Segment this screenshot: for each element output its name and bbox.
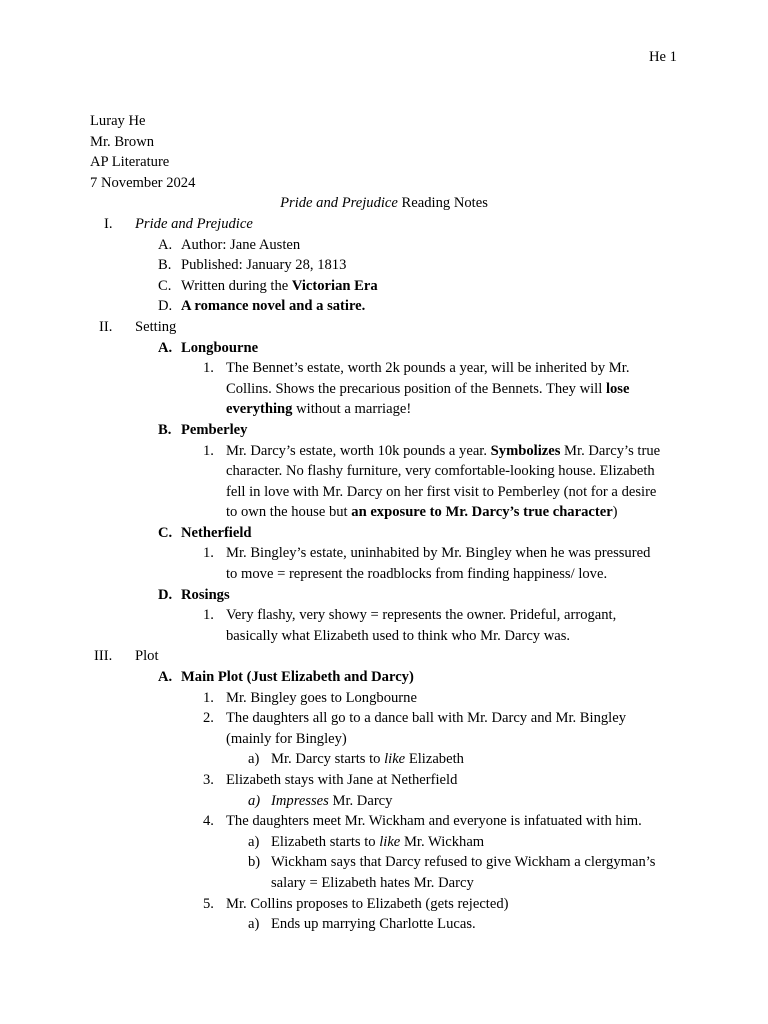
longbourne-note-line-3: everything without a marriage!: [226, 401, 412, 418]
plot-item-4: 4. The daughters meet Mr. Wickham and everyone is infatuated with him.: [203, 813, 642, 830]
plot-item-4-sub-b-line-2: salary = Elizabeth hates Mr. Darcy: [271, 874, 474, 891]
plot-item-2-line-2: (mainly for Bingley): [226, 730, 347, 747]
date: 7 November 2024: [90, 174, 196, 191]
rosings-note: 1. Very flashy, very showy = represents the owner. Prideful, arrogant,: [203, 607, 617, 624]
plot-item-3: 3. Elizabeth stays with Jane at Netherfield: [203, 772, 458, 788]
plot-item-2: 2. The daughters all go to a dance ball with Mr. Darcy and Mr. Bingley: [203, 710, 627, 727]
section-1-item-c: C. Written during the Victorian Era: [158, 277, 378, 294]
pemberley-note-line-4: to own the house but an exposure to Mr. Darcy’s true character): [226, 504, 618, 521]
netherfield-note: 1. Mr. Bingley’s estate, uninhabited by Mr. Bingley when he was pressured: [203, 545, 651, 562]
section-2-heading: II. Setting: [99, 318, 177, 335]
document-body: [0, 111, 768, 935]
section-1-heading: I. Pride and Prejudice: [104, 215, 253, 232]
plot-item-3-sub-a: a) Impresses Mr. Darcy: [248, 792, 393, 809]
setting-rosings-heading: D. Rosings: [158, 586, 230, 603]
setting-netherfield-heading: C. Netherfield: [158, 524, 252, 541]
section-3-heading: III. Plot: [94, 648, 159, 665]
plot-item-5: 5. Mr. Collins proposes to Elizabeth (gets rejected): [203, 895, 509, 912]
setting-longbourne-heading: A. Longbourne: [158, 339, 259, 356]
plot-item-4-sub-b: b) Wickham says that Darcy refused to give Wickham a clergyman’s: [248, 854, 656, 871]
pemberley-note-line-3: fell in love with Mr. Darcy on her first visit to Pemberley (not for a desire: [226, 483, 657, 500]
plot-item-2-sub-a: a) Mr. Darcy starts to like Elizabeth: [248, 751, 464, 768]
plot-item-1: 1. Mr. Bingley goes to Longbourne: [203, 689, 417, 706]
netherfield-note-line-2: to move = represent the roadblocks from finding happiness/ love.: [226, 566, 608, 583]
section-1-item-d: D. A romance novel and a satire.: [158, 298, 366, 315]
rosings-note-line-2: basically what Elizabeth used to think who Mr. Darcy was.: [226, 627, 571, 644]
longbourne-note-line-2: Collins. Shows the precarious position of the Bennets. They will lose: [226, 380, 630, 397]
document-title: Pride and Prejudice Reading Notes: [280, 195, 488, 212]
teacher-name: Mr. Brown: [90, 133, 155, 150]
page-header: He 1: [649, 49, 677, 65]
setting-pemberley-heading: B. Pemberley: [158, 421, 248, 438]
pemberley-note: 1. Mr. Darcy’s estate, worth 10k pounds a year. Symbolizes Mr. Darcy’s true: [203, 442, 661, 459]
student-name: Luray He: [90, 113, 146, 129]
section-1-item-b: B. Published: January 28, 1813: [158, 257, 347, 274]
plot-item-5-sub-a: a) Ends up marrying Charlotte Lucas.: [248, 916, 476, 933]
plot-item-4-sub-a: a) Elizabeth starts to like Mr. Wickham: [248, 833, 485, 850]
plot-main-heading: A. Main Plot (Just Elizabeth and Darcy): [158, 669, 414, 686]
course-name: AP Literature: [90, 154, 170, 171]
pemberley-note-line-2: character. No flashy furniture, very comfortable-looking house. Elizabeth: [226, 463, 655, 480]
longbourne-note: 1. The Bennet’s estate, worth 2k pounds a year, will be inherited by Mr.: [203, 360, 630, 377]
section-1-item-a: A. Author: Jane Austen: [158, 236, 301, 253]
